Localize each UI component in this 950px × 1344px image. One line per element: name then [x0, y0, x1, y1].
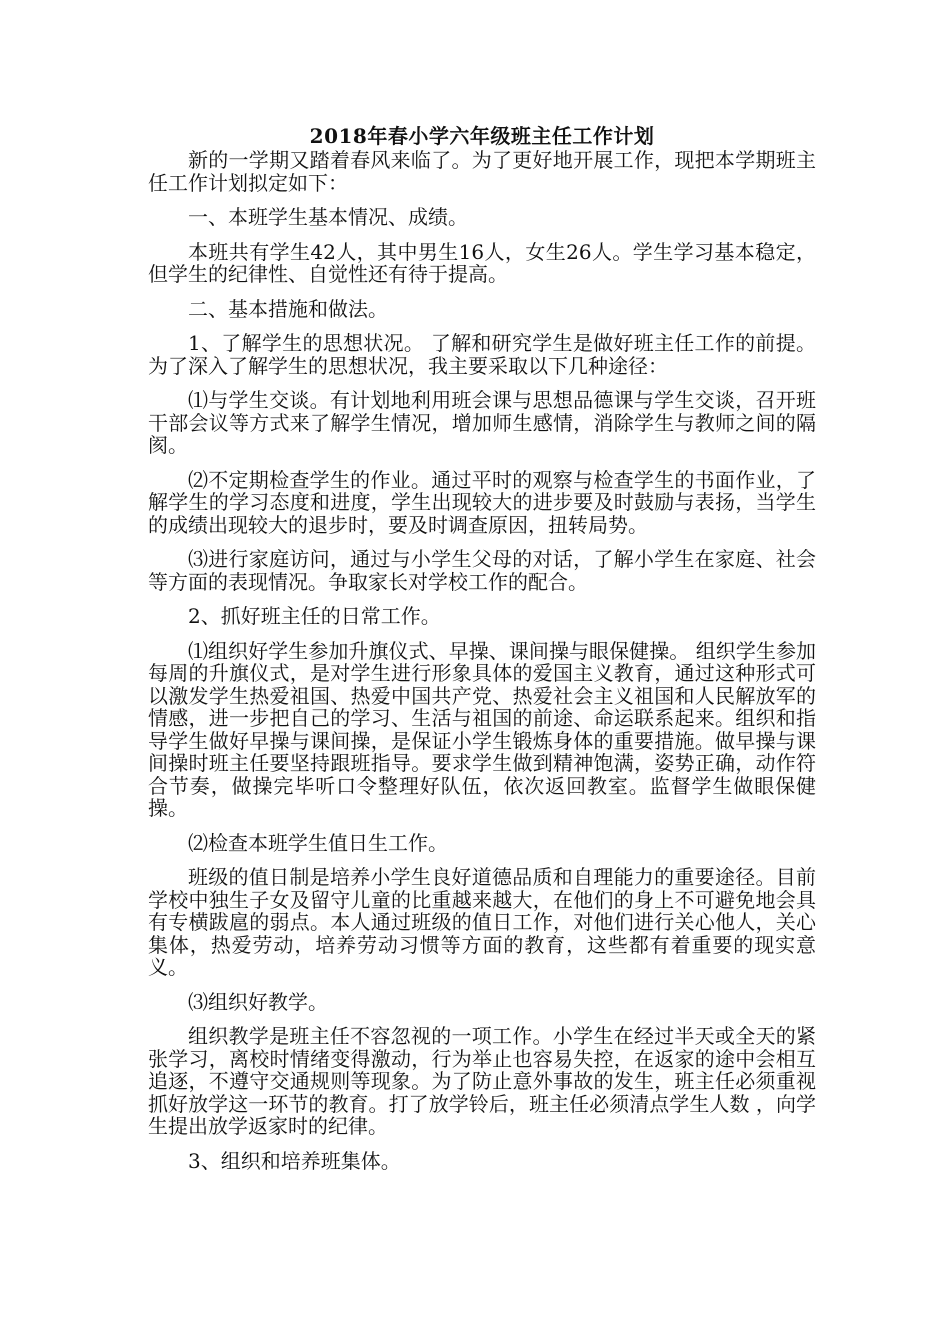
- heading-class-collective: 3、组织和培养班集体。: [188, 1148, 401, 1173]
- paragraph-talk-with-students: ⑴与学生交谈。有计划地利用班会课与思想品德课与学生交谈，召开班干部会议等方式来了解学生情况，增加师生感情，消除学生与教师之间的隔阂。: [148, 388, 816, 457]
- document-body: [148, 125, 816, 1184]
- heading-duty-students: ⑵检查本班学生值日生工作。: [188, 830, 448, 855]
- paragraph-understand-students: 1、了解学生的思想状况。 了解和研究学生是做好班主任工作的前提。为了深入了解学生的思想状况，我主要采取以下几种途径：: [148, 331, 816, 378]
- document-title: 2018年春小学六年级班主任工作计划: [309, 124, 655, 148]
- heading-organize-teaching: ⑶组织好教学。: [188, 989, 328, 1014]
- paragraph-home-visits: ⑶进行家庭访问，通过与小学生父母的对话，了解小学生在家庭、社会等方面的表现情况。争取家长对学校工作的配合。: [148, 547, 816, 594]
- paragraph-flag-ceremony-exercises: ⑴组织好学生参加升旗仪式、早操、课间操与眼保健操。 组织学生参加每周的升旗仪式，是对学生进行形象具体的爱国主义教育，通过这种形式可以激发学生热爱祖国、热爱中国共产党、热爱社会主义祖国和人民解放军的情感，进一步把自己的学习、生活与祖国的前途、命运联系起来。组织和指导学生做好早操与课间操，是保证小学生锻炼身体的重要措施。做早操与课间操时班主任要坚持跟班指导。要求学生做到精神饱满，姿势正确，动作符合节奏，做操完毕听口令整理好队伍，依次返回教室。监督学生做眼保健操。: [148, 638, 816, 820]
- paragraph-dismissal-education: 组织教学是班主任不容忽视的一项工作。小学生在经过半天或全天的紧张学习，离校时情绪变得激动，行为举止也容易失控，在返家的途中会相互追逐，不遵守交通规则等现象。为了防止意外事故的发生，班主任必须重视抓好放学这一环节的教育。打了放学铃后，班主任必须清点学生人数 ，向学生提出放学返家时的纪律。: [148, 1024, 816, 1138]
- heading-daily-work: 2、抓好班主任的日常工作。: [188, 604, 441, 628]
- paragraph-intro: 新的一学期又踏着春风来临了。为了更好地开展工作，现把本学期班主任工作计划拟定如下：: [148, 148, 816, 195]
- paragraph-check-homework: ⑵不定期检查学生的作业。通过平时的观察与检查学生的书面作业，了解学生的学习态度和进度，学生出现较大的进步要及时鼓励与表扬，当学生的成绩出现较大的退步时，要及时调查原因，扭转局势。: [148, 467, 816, 537]
- heading-section-2: 二、基本措施和做法。: [188, 296, 388, 321]
- paragraph-class-info: 本班共有学生42人，其中男生16人，女生26人。学生学习基本稳定，但学生的纪律性、自觉性还有待于提高。: [148, 239, 816, 286]
- heading-section-1: 一、本班学生基本情况、成绩。: [188, 205, 468, 229]
- paragraph-duty-system: 班级的值日制是培养小学生良好道德品质和自理能力的重要途径。目前学校中独生子女及留守儿童的比重越来越大，在他们的身上不可避免地会具有专横跋扈的弱点。本人通过班级的值日工作，对他们进行关心他人，关心集体，热爱劳动，培养劳动习惯等方面的教育，这些都有着重要的现实意义。: [148, 865, 816, 979]
